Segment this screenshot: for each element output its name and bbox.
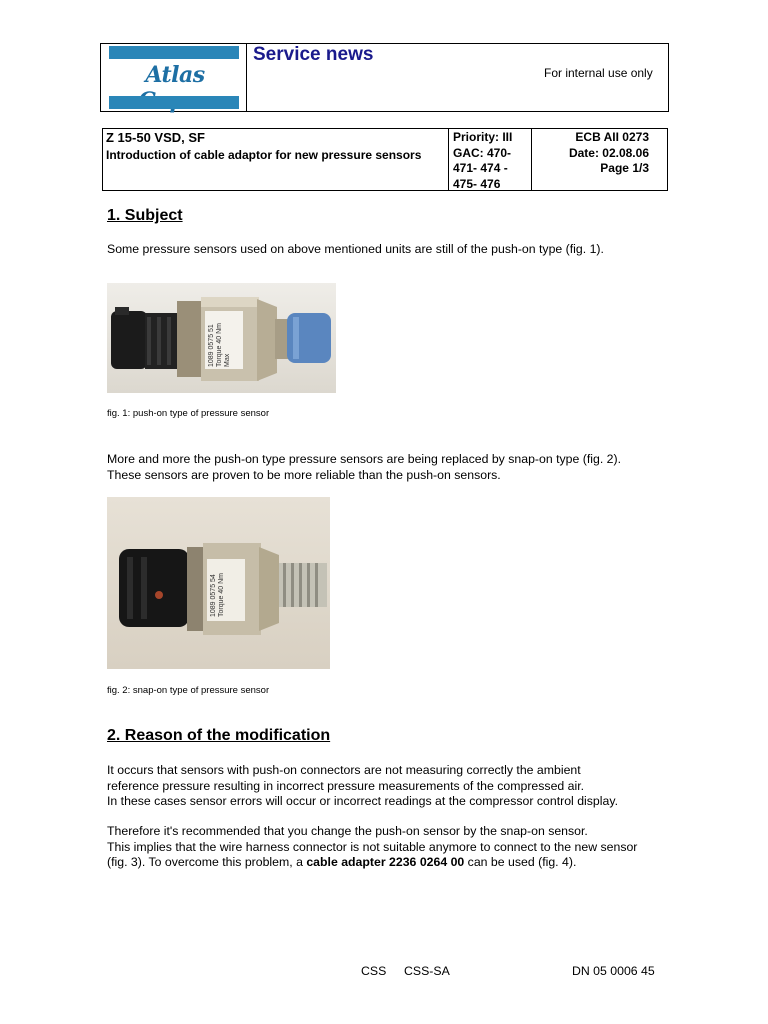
- info-cell-subject: [103, 129, 449, 190]
- reason-line: In these cases sensor errors will occur or incorrect readings at the compressor control display.: [107, 794, 618, 808]
- section-heading-subject: 1. Subject: [107, 207, 183, 224]
- section-heading-reason: 2. Reason of the modification: [107, 727, 331, 744]
- gac-line: 471- 474 -: [453, 161, 508, 175]
- reason-text: (fig. 3). To overcome this problem, a: [107, 855, 307, 869]
- ecb-number: ECB AII 0273: [575, 130, 649, 144]
- reason-paragraph-2: [107, 824, 677, 871]
- document-title: Service news: [253, 44, 374, 65]
- logo-bar-bottom: [109, 96, 239, 109]
- footer-css-sa: CSS-SA: [404, 964, 450, 978]
- internal-use-note: For internal use only: [544, 66, 653, 80]
- reason-paragraph-1: [107, 763, 618, 810]
- intro-label: Introduction of cable adaptor for new pressure sensors: [106, 148, 422, 162]
- info-table: [102, 128, 668, 191]
- model-label: Z 15-50 VSD, SF: [106, 130, 205, 145]
- ecb-date: Date: 02.08.06: [568, 145, 649, 160]
- logo: [101, 44, 247, 111]
- gac-line: 475- 476: [453, 176, 501, 191]
- logo-bar-top: [109, 46, 239, 59]
- fig1-sensor-label: 1089 0575 51 Torque 40 Nm Max: [208, 323, 231, 367]
- snap-on-line: These sensors are proven to be more reliable than the push-on sensors.: [107, 467, 501, 482]
- ecb-block: [569, 130, 649, 177]
- priority-block: [453, 130, 529, 192]
- snap-on-sensor-photo: [107, 497, 330, 669]
- fig1-caption: fig. 1: push-on type of pressure sensor: [107, 408, 270, 419]
- info-cell-ecb: [532, 129, 667, 190]
- fig2-sensor-label: 1089 0575 54 Torque 40 Nm: [210, 573, 225, 617]
- reason-text: can be used (fig. 4).: [464, 855, 577, 869]
- cable-adapter-part-number: cable adapter 2236 0264 00: [306, 855, 465, 869]
- fig2-caption: fig. 2: snap-on type of pressure sensor: [107, 685, 270, 696]
- header-box: [100, 43, 669, 112]
- reason-line: It occurs that sensors with push-on connectors are not measuring correctly the ambient: [107, 763, 581, 777]
- reason-line: [107, 855, 677, 871]
- reason-line: Therefore it's recommended that you change the push-on sensor by the snap-on sensor.: [107, 824, 588, 838]
- subject-paragraph: Some pressure sensors used on above mentioned units are still of the push-on type (fig. 1).: [107, 242, 604, 256]
- snap-on-line: More and more the push-on type pressure sensors are being replaced by snap-on type (fig. 2).: [107, 452, 622, 466]
- footer-css: CSS: [361, 964, 387, 978]
- reason-line: reference pressure resulting in incorrect pressure measurements of the compressed air.: [107, 778, 585, 793]
- page-number: Page 1/3: [600, 161, 649, 175]
- snap-on-paragraph: [107, 452, 621, 483]
- gac-line: GAC: 470-: [453, 145, 512, 160]
- push-on-sensor-photo: [107, 283, 336, 393]
- footer-document-number: DN 05 0006 45: [572, 964, 655, 978]
- info-cell-priority: [449, 129, 532, 190]
- reason-line: This implies that the wire harness connector is not suitable anymore to connect to the new sensor: [107, 839, 638, 854]
- logo-wordmark: Atlas: [145, 62, 205, 88]
- priority-line: Priority: III: [453, 130, 513, 144]
